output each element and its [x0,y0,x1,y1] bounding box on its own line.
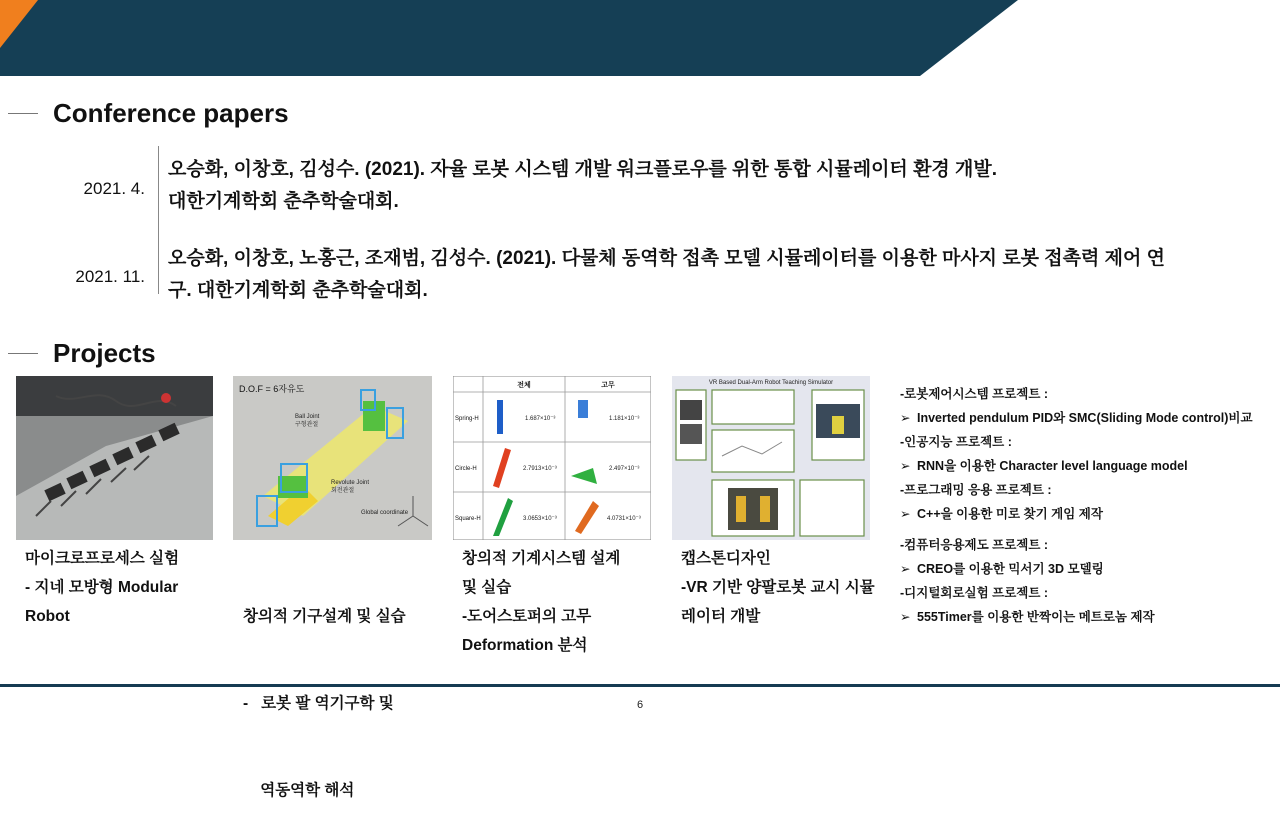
table-value: 2.7913×10⁻³ [523,466,557,472]
paper-line: 구. 대한기계학회 춘추학술대회. [168,280,428,301]
arm-label: 회전관절 [331,488,355,494]
arm-label: Revolute Joint [331,480,370,486]
paper-line: 오승화, 이창호, 김성수. (2021). 자율 로봇 시스템 개발 워크플로우를 위한 통합 시뮬레이터 환경 개발. [168,159,998,180]
section-conference-papers [0,98,289,128]
list-item-text: 555Timer를 이용한 반짝이는 메트로놈 제작 [917,610,1155,624]
dof-label: D.O.F = 6자유도 [239,384,305,394]
table-value: 1.687×10⁻³ [525,416,556,422]
caption-line: 역동역학 해석 [243,782,355,799]
paper-line: 대한기계학회 춘추학술대회. [168,191,399,212]
list-item-text: C++을 이용한 미로 찾기 게임 제작 [917,507,1103,521]
row-label: Spring-H [455,416,479,422]
bullet-arrow-icon: ➢ [900,459,911,473]
project-caption [243,544,406,834]
section-title: Conference papers [53,97,289,128]
section-projects [0,338,156,368]
list-heading: -컴퓨터응용제도 프로젝트 : [900,538,1049,552]
caption-line: 마이크로프로세스 실험 [25,550,180,567]
caption-line: Deformation 분석 [462,637,588,654]
bullet-arrow-icon: ➢ [900,562,911,576]
list-item [900,559,1104,577]
caption-line: 캡스톤디자인 [681,550,771,567]
caption-line: -도어스토퍼의 고무 [462,608,592,625]
caption-line: 창의적 기구설계 및 실습 [243,608,406,625]
bullet-arrow-icon: ➢ [900,411,911,425]
list-item [900,607,1155,625]
paper-line: 오승화, 이창호, 노홍근, 조재범, 김성수. (2021). 다물체 동역학 접촉 모델 시뮬레이터를 이용한 마사지 로봇 접촉력 제어 연 [168,248,1165,269]
table-value: 3.0653×10⁻³ [523,516,557,522]
header-banner [0,0,1280,76]
robot-photo-icon [16,376,213,540]
caption-line: -VR 기반 양팔로봇 교시 시뮬 [681,579,875,596]
caption-line: - 로봇 팔 역기구학 및 [243,695,394,712]
caption-line: - 지네 모방형 Modular [25,579,179,596]
list-heading: -로봇제어시스템 프로젝트 : [900,387,1049,401]
list-heading: -인공지능 프로젝트 : [900,435,1012,449]
section-dash [8,353,38,354]
caption-line: 레이터 개발 [681,608,761,625]
list-item [900,504,1103,522]
robot-arm-diagram-icon [233,376,432,540]
bullet-arrow-icon: ➢ [900,610,911,624]
list-item-text: Inverted pendulum PID와 SMC(Sliding Mode control)비교 [917,411,1253,425]
table-header: 고무 [601,382,615,389]
banner-shape [0,0,1018,76]
paper-date: 2021. 4. [83,179,145,198]
diagram-title: VR Based Dual-Arm Robot Teaching Simulator [708,380,834,386]
list-item-text: RNN을 이용한 Character level language model [917,459,1188,473]
table-value: 1.181×10⁻³ [609,416,640,422]
list-heading: -디지털회로실험 프로젝트 : [900,586,1049,600]
arm-label: Global coordinate [361,510,409,516]
bullet-arrow-icon: ➢ [900,507,911,521]
vr-flow-diagram-icon [672,376,870,540]
papers-divider [158,146,159,294]
list-item-text: CREO를 이용한 믹서기 3D 모델링 [917,562,1104,576]
list-heading: -프로그래밍 응용 프로젝트 : [900,483,1052,497]
page-number: 6 [636,699,644,711]
arm-label: Ball Joint [295,414,320,420]
caption-line: 창의적 기계시스템 설계 [462,550,621,567]
footer-rule [0,684,1280,687]
section-dash [8,113,38,114]
caption-line: Robot [25,608,70,625]
table-header: 전체 [517,382,531,389]
deformation-table-icon [453,376,651,540]
paper-date: 2021. 11. [75,267,145,286]
project-caption [462,544,620,660]
list-item [900,408,1253,426]
row-label: Circle-H [455,466,477,472]
project-caption [25,544,179,631]
section-title: Projects [53,337,156,368]
project-caption [681,544,875,631]
caption-line: 및 실습 [462,579,512,596]
table-value: 4.0731×10⁻³ [607,516,641,522]
arm-label: 구형관절 [295,422,319,428]
paper-entry [168,154,1258,218]
table-value: 2.497×10⁻³ [609,466,640,472]
row-label: Square-H [455,516,481,522]
list-item [900,456,1188,474]
paper-entry [168,243,1258,307]
